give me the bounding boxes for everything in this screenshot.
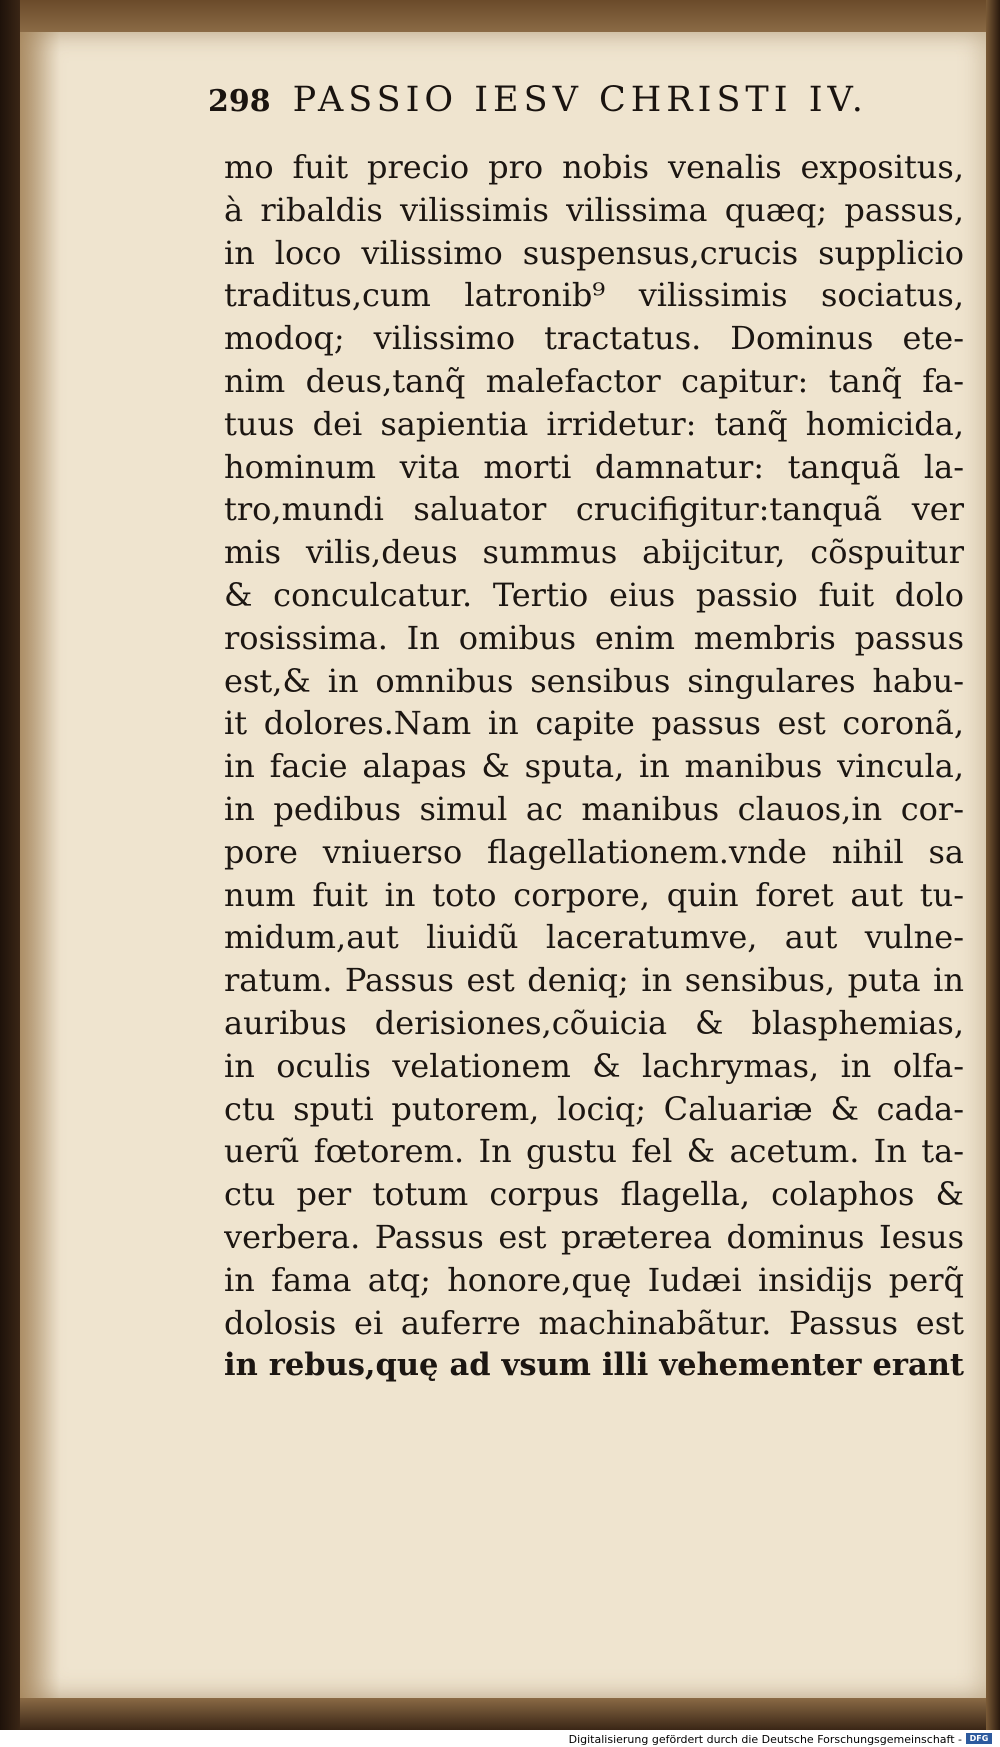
dfg-logo: DFG <box>966 1733 992 1744</box>
text-line: & conculcatur. Tertio eius passio fuit dolo <box>224 575 964 614</box>
text-line: pore vniuerso flagellationem.vnde nihil sa <box>224 832 964 871</box>
text-line: it dolores.Nam in capite passus est coronã, <box>224 704 964 743</box>
running-title: PASSIO IESV CHRISTI IV. <box>292 80 868 120</box>
text-line: mis vilis,deus summus abijcitur, cõspuitur <box>224 533 964 572</box>
page-number: 298 <box>208 84 271 119</box>
text-line: hominum vita morti damnatur: tanquã la- <box>224 447 964 486</box>
text-line: modoq; vilissimo tractatus. Dominus ete- <box>224 319 964 358</box>
digitization-credit: Digitalisierung gefördert durch die Deutsche Forschungsgemeinschaft - <box>568 1733 962 1746</box>
text-line: ctu sputi putorem, lociq; Caluariæ & cada- <box>224 1089 964 1128</box>
gutter-shadow <box>20 32 60 1698</box>
text-line: num fuit in toto corpore, quin foret aut tu- <box>224 875 964 914</box>
text-line: in pedibus simul ac manibus clauos,in cor- <box>224 789 964 828</box>
text-line: in loco vilissimo suspensus,crucis supplicio <box>224 233 964 272</box>
text-line: nim deus,tanq̃ malefactor capitur: tanq̃ fa- <box>224 361 964 400</box>
text-line: auribus derisiones,cõuicia & blasphemias, <box>224 1003 964 1042</box>
text-line: à ribaldis vilissimis vilissima quæq; passus, <box>224 190 964 229</box>
text-line: tuus dei sapientia irridetur: tanq̃ homicida, <box>224 404 964 443</box>
text-line: est,& in omnibus sensibus singulares habu- <box>224 661 964 700</box>
text-line: dolosis ei auferre machinabãtur. Passus est <box>224 1303 964 1342</box>
book-edge-bottom <box>20 1698 1000 1730</box>
book-binding-left <box>0 0 20 1730</box>
text-line: midum,aut liuidũ laceratumve, aut vulne- <box>224 918 964 957</box>
text-line: ratum. Passus est deniq; in sensibus, puta in <box>224 961 964 1000</box>
text-line: in fama atq; honore,quę Iudæi insidijs perq̃ <box>224 1260 964 1299</box>
running-head <box>208 80 908 120</box>
text-line: verbera. Passus est præterea dominus Iesus <box>224 1217 964 1256</box>
text-line: ctu per totum corpus flagella, colaphos & <box>224 1175 964 1214</box>
text-line: in facie alapas & sputa, in manibus vincula, <box>224 747 964 786</box>
text-line: uerũ fœtorem. In gustu fel & acetum. In ta- <box>224 1132 964 1171</box>
text-line: in oculis velationem & lachrymas, in olfa- <box>224 1046 964 1085</box>
text-line: in rebus,quę ad vsum illi vehementer erant <box>224 1347 964 1384</box>
text-line: traditus,cum latronib⁹ vilissimis sociatus, <box>224 276 964 315</box>
book-edge-top <box>20 0 1000 32</box>
text-line: tro,mundi saluator crucifigitur:tanquã ver <box>224 490 964 529</box>
text-line: mo fuit precio pro nobis venalis expositus, <box>224 148 964 186</box>
text-line: rosissima. In omibus enim membris passus <box>224 618 964 657</box>
book-edge-right <box>986 0 1000 1730</box>
body-text <box>224 146 964 1387</box>
